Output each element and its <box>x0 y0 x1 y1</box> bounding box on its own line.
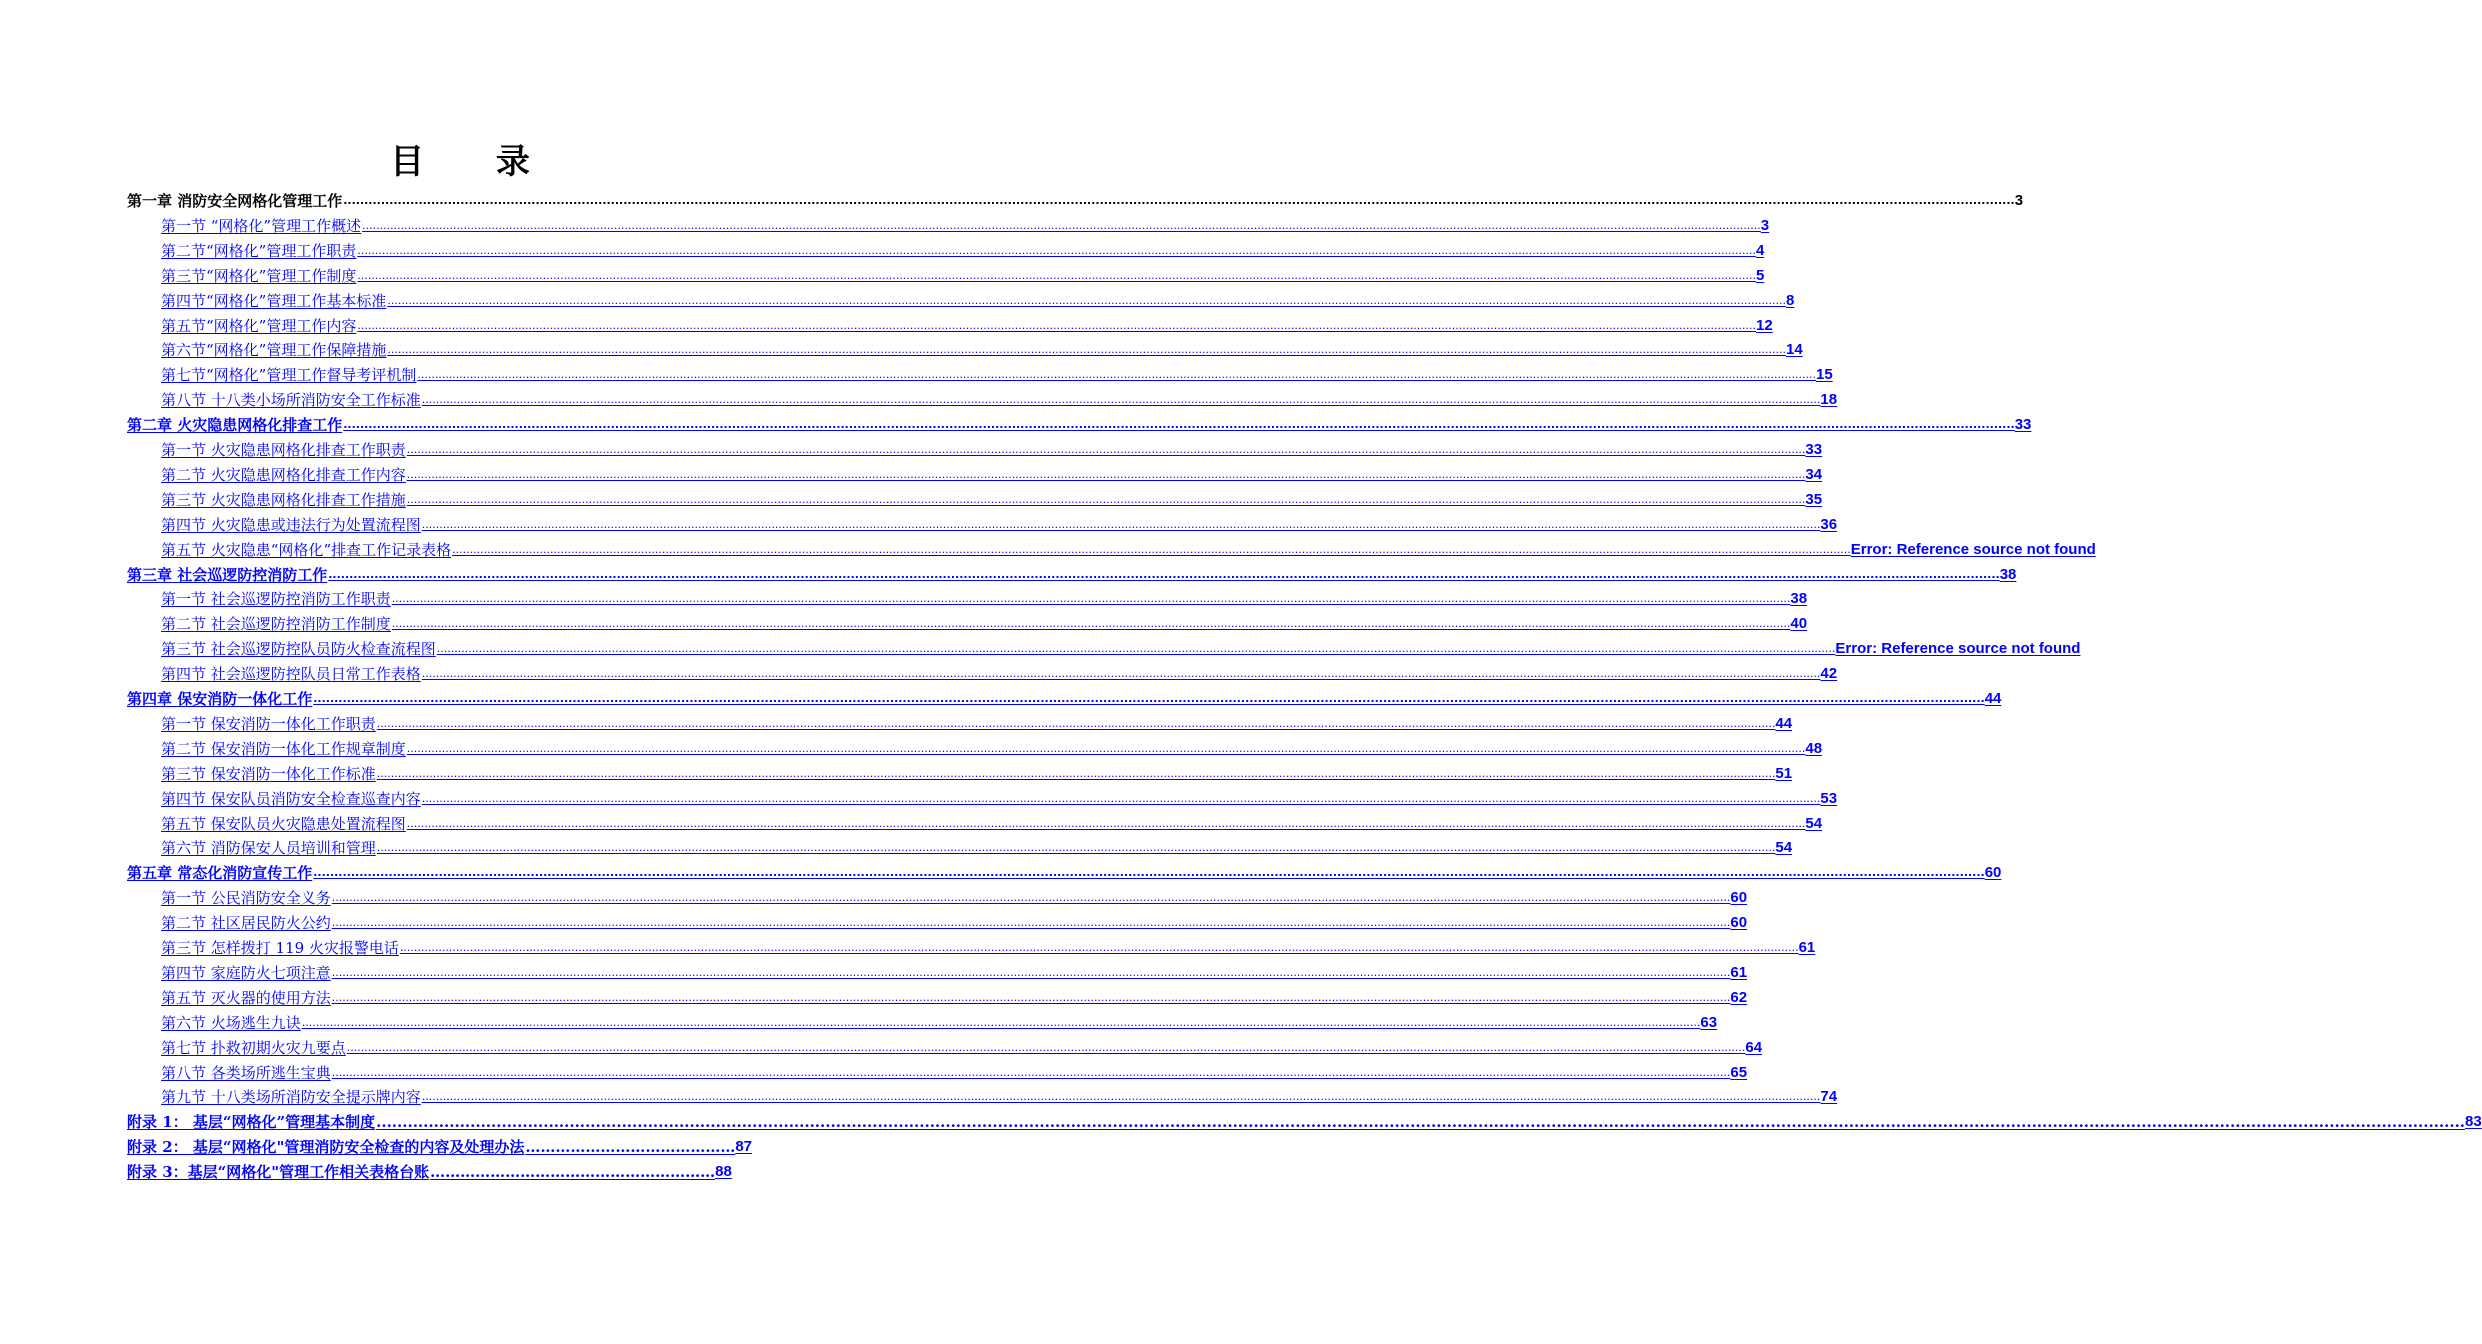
toc-entry-label: 第二章 火灾隐患网格化排查工作 <box>127 416 343 435</box>
toc-dot-leader: ................................................................................................................................................................................................................................................................................................................................................................................................................ <box>417 368 1816 382</box>
toc-chapter-entry[interactable] <box>127 858 2002 883</box>
toc-dot-leader: ................................................................................................................................................................................................................................................................................................................................................................................................................ <box>391 592 1791 606</box>
toc-page-number: 36 <box>1820 515 1838 533</box>
toc-entry-label: 第二节 社会巡逻防控消防工作制度 <box>161 615 391 634</box>
toc-chapter-entry[interactable] <box>127 186 2024 210</box>
toc-section-entry[interactable] <box>161 908 1748 933</box>
toc-entry-label: 第四节 社会巡逻防控队员日常工作表格 <box>161 665 421 684</box>
toc-dot-leader: ................................................................................................................................................................................................................................................................................................................................................................................................................ <box>421 393 1821 407</box>
toc-entry-label: 第三节 怎样拨打 119 火灾报警电话 <box>161 939 399 957</box>
toc-page-number: 44 <box>1775 714 1793 732</box>
toc-page-number: 15 <box>1815 366 1833 384</box>
toc-entry-label: 第三节“网格化”管理工作制度 <box>161 266 357 285</box>
toc-page-number: 62 <box>1730 988 1748 1006</box>
toc-dot-leader: ................................................................................................................................................................................................................................................................................................................................................................................................................ <box>421 667 1821 681</box>
toc-dot-leader: ................................................................................................................................................................................................................................................................................................................................................................................................................ <box>421 791 1821 805</box>
toc-dot-leader: ................................................................................................................................................................................................................................................................................................................................................................................................................ <box>387 293 1786 307</box>
toc-page-number: 33 <box>2014 416 2032 434</box>
toc-entry-label: 第四章 保安消防一体化工作 <box>127 690 313 708</box>
toc-entry-label: 第三节 保安消防一体化工作标准 <box>161 764 376 783</box>
toc-section-entry[interactable] <box>161 1082 1838 1107</box>
toc-entry-label: 第一章 消防安全网格化管理工作 <box>127 192 343 210</box>
toc-page-number: 61 <box>1798 939 1816 956</box>
toc-page-number: 48 <box>1805 739 1823 757</box>
toc-entry-label: 第四节 家庭防火七项注意 <box>161 963 331 982</box>
toc-section-entry[interactable] <box>161 211 1770 235</box>
toc-entry-label: 第七节“网格化”管理工作督导考评机制 <box>161 366 417 385</box>
toc-page-number: 88 <box>715 1163 732 1181</box>
toc-dot-leader: ................................................................................................................................................................................................................................................................................................................................................................................................................ <box>436 642 1836 656</box>
toc-dot-leader: ................................................................................................................................................................................................................................................................................................................................................................................................................ <box>346 1040 1746 1054</box>
toc-entry-label: 第二节 社区居民防火公约 <box>161 914 331 933</box>
toc-entry-label: 附录 2： 基层“网格化"管理消防安全检查的内容及处理办法 <box>127 1138 525 1157</box>
toc-entry-label: 第五节 火灾隐患“网格化”排查工作记录表格 <box>161 540 452 559</box>
toc-entry-label: 第二节 保安消防一体化工作规章制度 <box>161 739 406 758</box>
toc-dot-leader: ................................................................................................................................................................................................................................................................................................................................................................................................................ <box>313 692 1985 705</box>
toc-section-entry[interactable] <box>161 933 1816 957</box>
toc-entry-label: 第一节 火灾隐患网格化排查工作职责 <box>161 441 406 459</box>
toc-page-number: 40 <box>1790 615 1808 633</box>
toc-entry-label: 第四节 火灾隐患或违法行为处置流程图 <box>161 515 421 534</box>
toc-dot-leader: ................................................................................................................................................................................................................................................................................................................................................................................................................ <box>406 741 1806 755</box>
toc-entry-label: 第二节 火灾隐患网格化排查工作内容 <box>161 465 406 484</box>
toc-entry-label: 第三章 社会巡逻防控消防工作 <box>127 565 328 584</box>
toc-dot-leader: ................................................................................................................................................................................................................................................................................................................................................................................................................ <box>406 443 1806 456</box>
toc-dot-leader: ................................................................................................................................................................................................................................................................................................................................................................................................................ <box>301 1015 1701 1029</box>
toc-page-number: 42 <box>1820 665 1838 683</box>
toc-section-entry[interactable] <box>161 1058 1748 1082</box>
toc-section-entry[interactable] <box>161 584 1808 609</box>
toc-page-number: 8 <box>1785 291 1795 309</box>
toc-section-entry[interactable] <box>161 311 1773 335</box>
toc-entry-label: 第五节“网格化”管理工作内容 <box>161 316 357 335</box>
toc-entry-label: 第二节“网格化”管理工作职责 <box>161 241 357 260</box>
toc-dot-leader: ................................................................................................................................................................................................................................................................................................................................................................................................................ <box>343 194 2015 207</box>
toc-section-entry[interactable] <box>161 983 1748 1007</box>
toc-dot-leader: ................................................................................................................................................................................................................................................................................................................................................................................................................ <box>331 1065 1731 1079</box>
toc-entry-label: 第六节“网格化”管理工作保障措施 <box>161 341 387 360</box>
toc-page-number: 63 <box>1700 1013 1718 1031</box>
toc-entry-label: 附录 1： 基层“网格化”管理基本制度 <box>127 1113 376 1132</box>
toc-entry-label: 第五节 灭火器的使用方法 <box>161 988 331 1007</box>
toc-entry-label: 第八节 十八类小场所消防安全工作标准 <box>161 391 421 410</box>
toc-page-number: 51 <box>1775 764 1793 782</box>
toc-dot-leader: ................................................................................................................................................................................................................................................................................................................................................................................................................ <box>362 218 1761 232</box>
toc-entry-label: 第一节 公民消防安全义务 <box>161 889 331 908</box>
toc-page-number: Error: Reference source not found <box>1850 540 2096 558</box>
toc-dot-leader: ................................................................................................................................................................................................................................................................................................................................................................................................................ <box>343 418 2015 432</box>
toc-page-number: 54 <box>1805 814 1823 832</box>
toc-section-entry[interactable] <box>161 335 1803 360</box>
toc-section-entry[interactable] <box>161 709 1793 733</box>
toc-page-number: 4 <box>1755 241 1765 259</box>
toc-page-number: 60 <box>1730 889 1748 907</box>
toc-page-number: 5 <box>1755 266 1765 284</box>
toc-entry-label: 第四节“网格化”管理工作基本标准 <box>161 291 387 310</box>
toc-entry-label: 第五节 保安队员火灾隐患处置流程图 <box>161 814 406 833</box>
toc-entry-label: 第一节 保安消防一体化工作职责 <box>161 714 376 733</box>
toc-entry-label: 第六节 火场逃生九诀 <box>161 1013 301 1032</box>
toc-appendix-entry[interactable] <box>127 1107 2482 1132</box>
toc-entry-label: 第四节 保安队员消防安全检查巡查内容 <box>161 789 421 808</box>
toc-dot-leader: ................................................................................................................................................................................................................................................................................................................................................................................................................ <box>452 542 1851 556</box>
toc-dot-leader: ................................................................................................................................................................................................................................................................................................................................................................................................................ <box>421 1090 1821 1104</box>
toc-dot-leader: ................................................................................................................................................................................................................................................................................................................................................................................................................ <box>406 492 1806 506</box>
toc-entry-label: 第七节 扑救初期火灾九要点 <box>161 1038 346 1057</box>
toc-section-entry[interactable] <box>161 734 1823 758</box>
toc-dot-leader: ................................................................................................................................................................................................................................................................................................................................................................................................................ <box>357 268 1756 282</box>
toc-dot-leader: ................................................................................................................................................................................................................................................................................................................................................................................................................ <box>331 990 1731 1004</box>
toc-section-entry[interactable] <box>161 385 1838 410</box>
toc-appendix-entry[interactable] <box>127 1157 794 1181</box>
toc-entry-label: 第九节 十八类场所消防安全提示牌内容 <box>161 1088 421 1107</box>
toc-entry-label: 第三节 社会巡逻防控队员防火检查流程图 <box>161 640 436 659</box>
toc-page-number: 14 <box>1785 341 1803 359</box>
toc-page-number: 60 <box>1984 864 2002 882</box>
toc-dot-leader: …………………………………… <box>525 1138 736 1157</box>
toc-page-number: 64 <box>1745 1038 1763 1056</box>
toc-page-number: 44 <box>1984 690 2002 707</box>
toc-dot-leader: ................................................................................................................................................................................................................................................................................................................................................................................................................ <box>357 243 1756 257</box>
toc-page-number: 35 <box>1805 490 1823 508</box>
toc-dot-leader: ................................................................................................................................................................................................................................................................................................................................................................................................................ <box>376 716 1776 730</box>
toc-dot-leader: ................................................................................................................................................................................................................................................................................................................................................................................................................ <box>331 916 1731 930</box>
toc-section-entry[interactable] <box>161 784 1838 808</box>
toc-section-entry[interactable] <box>161 460 1823 484</box>
toc-page-number: 3 <box>2014 192 2024 209</box>
toc-chapter-entry[interactable] <box>127 560 2017 584</box>
toc-page-number: 87 <box>735 1138 753 1156</box>
toc-dot-leader: ................................................................................................................................................................................................................................................................................................................................................................................................................ <box>406 467 1806 481</box>
toc-section-entry[interactable] <box>161 759 1793 783</box>
toc-section-entry[interactable] <box>161 510 1838 534</box>
toc-entry-label: 附录 3：基层“网格化"管理工作相关表格台账 <box>127 1163 430 1182</box>
toc-page-number: 34 <box>1805 465 1823 483</box>
toc-section-entry[interactable] <box>161 659 1838 684</box>
toc-entry-label: 第一节 社会巡逻防控消防工作职责 <box>161 590 391 609</box>
toc-entry-label: 第一节 “网格化”管理工作概述 <box>161 216 362 235</box>
toc-page-number: 61 <box>1730 963 1748 981</box>
toc-dot-leader: ................................................................................................................................................................................................................................................................................................................................................................................................................ <box>357 318 1756 332</box>
toc-section-entry[interactable] <box>161 261 1765 285</box>
toc-dot-leader: ................................................................................................................................................................................................................................................................................................................................................................................................................ <box>406 816 1806 830</box>
toc-section-entry[interactable] <box>161 634 2081 659</box>
toc-page-number: 83 <box>2465 1113 2482 1131</box>
toc-dot-leader: ................................................................................................................................................................................................................................................................................................................................................................................................................ <box>421 517 1821 531</box>
toc-dot-leader: ................................................................................................................................................................................................................................................................................................................................................................................................................ <box>331 891 1731 905</box>
toc-page-number: 53 <box>1820 789 1838 807</box>
toc-section-entry[interactable] <box>161 1033 1763 1057</box>
toc-appendix-entry[interactable] <box>127 1132 802 1156</box>
toc-dot-leader: ................................................................................................................................................................................................................................................................................................................................................................................................................ <box>376 841 1776 855</box>
toc-page-number: 65 <box>1730 1063 1748 1081</box>
toc-dot-leader: ................................................................................................................................................................................................................................................................................................................................................................................................................ <box>331 965 1731 979</box>
toc-page-number: 60 <box>1730 914 1748 932</box>
toc-page-number: 54 <box>1775 839 1793 857</box>
toc-page-number: 74 <box>1820 1088 1838 1106</box>
toc-entry-label: 第五章 常态化消防宣传工作 <box>127 864 313 883</box>
toc-entry-label: 第三节 火灾隐患网格化排查工作措施 <box>161 490 406 509</box>
toc-section-entry[interactable] <box>161 609 1808 634</box>
toc-section-entry[interactable] <box>161 236 1765 260</box>
toc-page-number: 18 <box>1820 391 1838 409</box>
toc-page-number: Error: Reference source not found <box>1835 640 2081 658</box>
toc-section-entry[interactable] <box>161 535 2096 559</box>
toc-section-entry[interactable] <box>161 809 1823 833</box>
toc-dot-leader: ................................................................................................................................................................................................................................................................................................................................................................................................................ <box>391 617 1791 631</box>
toc-dot-leader: ………………………………………………… <box>430 1163 716 1182</box>
toc-page-number: 33 <box>1805 441 1823 458</box>
toc-section-entry[interactable] <box>161 360 1833 385</box>
toc-dot-leader: ................................................................................................................................................................................................................................................................................................................................................................................................................ <box>376 1113 2466 1132</box>
toc-page-number: 38 <box>1999 565 2017 583</box>
toc-section-entry[interactable] <box>161 1008 1718 1032</box>
toc-page-number: 3 <box>1760 216 1770 234</box>
toc-dot-leader: ................................................................................................................................................................................................................................................................................................................................................................................................................ <box>376 766 1776 780</box>
toc-section-entry[interactable] <box>161 485 1823 509</box>
toc-dot-leader: ................................................................................................................................................................................................................................................................................................................................................................................................................ <box>328 567 2000 581</box>
toc-section-entry[interactable] <box>161 833 1793 858</box>
toc-section-entry[interactable] <box>161 286 1795 310</box>
toc-chapter-entry[interactable] <box>127 684 2002 708</box>
toc-section-entry[interactable] <box>161 883 1748 908</box>
toc-section-entry[interactable] <box>161 435 1823 459</box>
toc-dot-leader: ................................................................................................................................................................................................................................................................................................................................................................................................................ <box>313 866 1985 880</box>
toc-entry-label: 第八节 各类场所逃生宝典 <box>161 1063 331 1082</box>
toc-dot-leader: ................................................................................................................................................................................................................................................................................................................................................................................................................ <box>399 941 1799 954</box>
toc-dot-leader: ................................................................................................................................................................................................................................................................................................................................................................................................................ <box>387 343 1786 357</box>
toc-chapter-entry[interactable] <box>127 410 2032 435</box>
toc-entry-label: 第六节 消防保安人员培训和管理 <box>161 839 376 858</box>
toc-title: 目 录 <box>390 142 560 182</box>
toc-page-number: 38 <box>1790 590 1808 608</box>
toc-section-entry[interactable] <box>161 958 1748 982</box>
toc-page-number: 12 <box>1755 316 1773 334</box>
